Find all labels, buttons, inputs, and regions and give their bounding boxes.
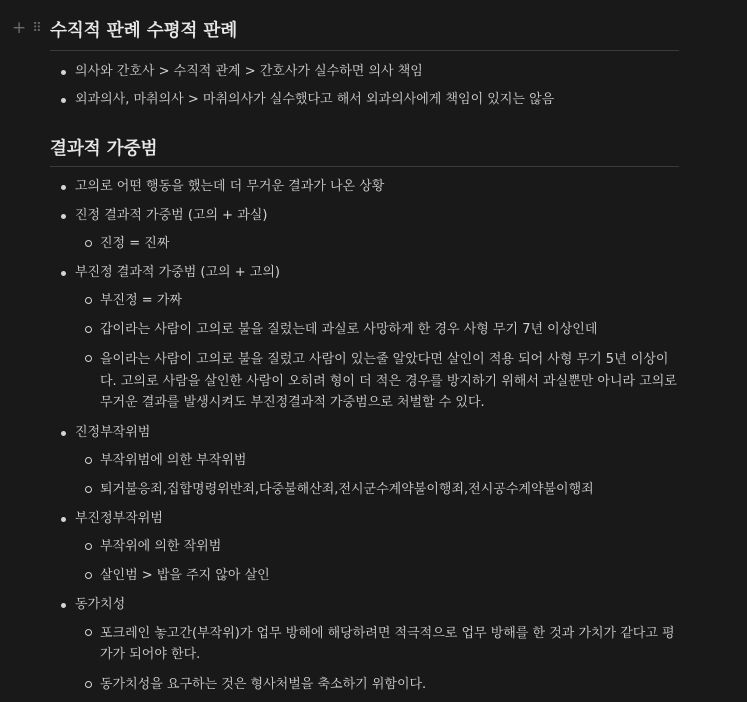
sub-list-item[interactable]: 갑이라는 사람이 고의로 불을 질렀는데 과실로 사망하게 한 경우 사형 무기 7년 이상인데 — [75, 320, 680, 340]
list-item[interactable]: 의사와 간호사 > 수직적 관계 > 간호사가 실수하면 의사 책임 — [50, 62, 680, 82]
sub-list — [75, 234, 680, 254]
sub-list-item[interactable]: 부작위에 의한 작위범 — [75, 537, 680, 557]
heading-vertical-horizontal[interactable]: 수직적 판례 수평적 판례 — [50, 21, 238, 41]
sub-list-item[interactable]: 을이라는 사람이 고의로 불을 질렀고 사람이 있는줄 알았다면 살인이 적용 되어 사형 무기 5년 이상이다. 고의로 사람을 살인한 사람이 오히려 형이 더 적은 경우를 방지하기 위해서 과실뿐만 아니라 고의로 무거운 결과를 발생시켜도 부진정결과적 가중범으로 처벌할 수 있다. — [75, 349, 680, 414]
list-item[interactable]: 진정 결과적 가중범 (고의 + 과실) 진정 = 진짜 — [50, 206, 680, 254]
sub-list-item[interactable]: 포크레인 놓고간(부작위)가 업무 방해에 해당하려면 적극적으로 업무 방해를 한 것과 가치가 같다고 평가가 되어야 한다. — [75, 623, 680, 666]
drag-handle-icon[interactable]: ⠿ — [32, 21, 41, 36]
sub-list-item[interactable]: 퇴거불응죄,집합명령위반죄,다중불해산죄,전시군수계약불이행죄,전시공수계약불이행죄 — [75, 480, 680, 500]
sub-list-item[interactable]: 부작위범에 의한 부작위범 — [75, 451, 680, 471]
sub-list — [75, 291, 680, 414]
list-item[interactable]: 진정부작위범 부작위범에 의한 부작위범 퇴거불응죄,집합명령위반죄,다중불해산죄,전시군수계약불이행죄,전시공수계약불이행죄 — [50, 423, 680, 500]
block-handle — [12, 20, 41, 37]
divider — [50, 166, 679, 167]
sub-list-item[interactable]: 부진정 = 가짜 — [75, 291, 680, 311]
section2-list — [50, 177, 680, 695]
heading-result-aggravated[interactable]: 결과적 가중범 — [50, 139, 158, 159]
sub-list — [75, 537, 680, 586]
list-item[interactable]: 부진정부작위범 부작위에 의한 작위범 살인범 > 밥을 주지 않아 살인 — [50, 509, 680, 586]
sub-list-item[interactable]: 살인범 > 밥을 주지 않아 살인 — [75, 566, 680, 586]
sub-list — [75, 623, 680, 695]
list-item[interactable]: 고의로 어떤 행동을 했는데 더 무거운 결과가 나온 상황 — [50, 177, 680, 197]
section1-list — [50, 62, 680, 110]
divider — [50, 50, 679, 51]
sub-list-item[interactable]: 동가치성을 요구하는 것은 형사처벌을 축소하기 위함이다. — [75, 675, 680, 695]
list-item[interactable]: 동가치성 포크레인 놓고간(부작위)가 업무 방해에 해당하려면 적극적으로 업무 방해를 한 것과 가치가 같다고 평가가 되어야 한다. 동가치성을 요구하는 것은 형사처벌을 축소하기 위함이다. — [50, 595, 680, 695]
list-item[interactable]: 부진정 결과적 가중범 (고의 + 고의) 부진정 = 가짜 갑이라는 사람이 고의로 불을 질렀는데 과실로 사망하게 한 경우 사형 무기 7년 이상인데 을이라는 사람이 고의로 불을 질렀고 사람이 있는줄 알았다면 살인이 적용 되어 사형 무기 5년 이상이다. 고의로 사람을 살인한 사람이 오히려 형이 더 적은 경우를 방지하기 위해서 과실뿐만 아니라 고의로 무거운 결과를 발생시켜도 부진정결과적 가중범으로 처벌할 수 있다. — [50, 263, 680, 414]
sub-list-item[interactable]: 진정 = 진짜 — [75, 234, 680, 254]
add-block-icon[interactable]: + — [12, 18, 27, 38]
sub-list — [75, 451, 680, 500]
list-item[interactable]: 외과의사, 마취의사 > 마취의사가 실수했다고 해서 외과의사에게 책임이 있지는 않음 — [50, 90, 680, 110]
